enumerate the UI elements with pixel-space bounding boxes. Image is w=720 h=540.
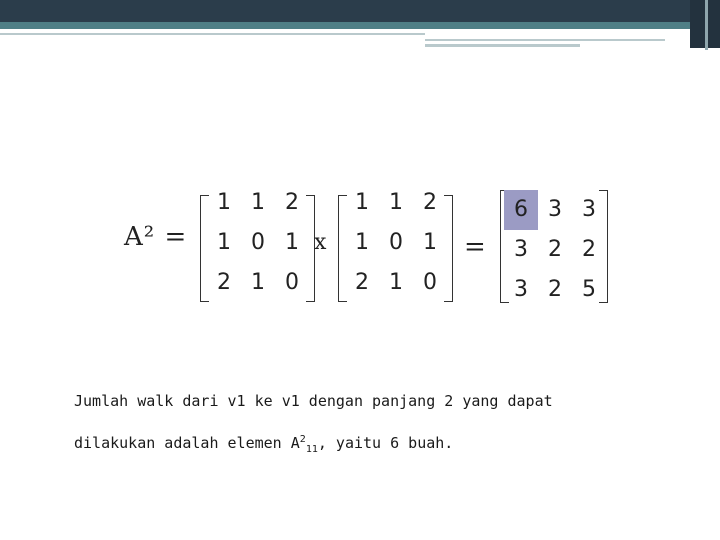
banner-accent	[0, 22, 720, 29]
matrix-cell: 2	[217, 270, 231, 295]
matrix-cell: 2	[548, 277, 562, 302]
matrix-cell: 3	[548, 197, 562, 222]
matrix-cell: 2	[355, 270, 369, 295]
matrix-cell: 3	[514, 277, 528, 302]
matrix-cell: 1	[423, 230, 437, 255]
matrix-cell: 1	[251, 270, 265, 295]
caption-line-1: Jumlah walk dari v1 ke v1 dengan panjang 2 yang dapat	[74, 392, 553, 410]
banner-rule	[425, 44, 580, 47]
banner-rule	[425, 39, 665, 41]
matrix-cell: 0	[251, 230, 265, 255]
matrix-cell: 3	[582, 197, 596, 222]
equals-symbol: =	[464, 232, 486, 262]
matrix-cell: 1	[217, 230, 231, 255]
banner-rule	[0, 33, 425, 35]
matrix-cell: 2	[423, 190, 437, 215]
matrix-cell: 2	[285, 190, 299, 215]
matrix-cell: 1	[389, 190, 403, 215]
matrix-cell: 0	[423, 270, 437, 295]
caption-prefix: dilakukan adalah elemen A	[74, 434, 300, 452]
times-symbol: x	[314, 230, 327, 255]
matrix-cell: 6	[504, 190, 538, 230]
matrix-cell: 3	[514, 237, 528, 262]
matrix-cell: 0	[389, 230, 403, 255]
matrix-cell: 1	[251, 190, 265, 215]
matrix-cell: 1	[389, 270, 403, 295]
equation-label: A² =	[124, 222, 188, 252]
matrix-cell: 1	[285, 230, 299, 255]
matrix-cell: 0	[285, 270, 299, 295]
caption-superscript: 2	[299, 434, 306, 445]
matrix-cell: 1	[355, 190, 369, 215]
matrix-a	[200, 190, 315, 303]
banner-strip	[705, 0, 708, 50]
matrix-b	[338, 190, 453, 303]
caption-subscript: 11	[305, 444, 318, 455]
caption-suffix: , yaitu 6 buah.	[317, 434, 454, 452]
matrix-cell: 2	[582, 237, 596, 262]
matrix-cell: 1	[355, 230, 369, 255]
matrix-cell: 1	[217, 190, 231, 215]
matrix-cell: 5	[582, 277, 596, 302]
caption-line-2	[74, 434, 453, 455]
matrix-result	[500, 190, 608, 304]
matrix-cell: 2	[548, 237, 562, 262]
